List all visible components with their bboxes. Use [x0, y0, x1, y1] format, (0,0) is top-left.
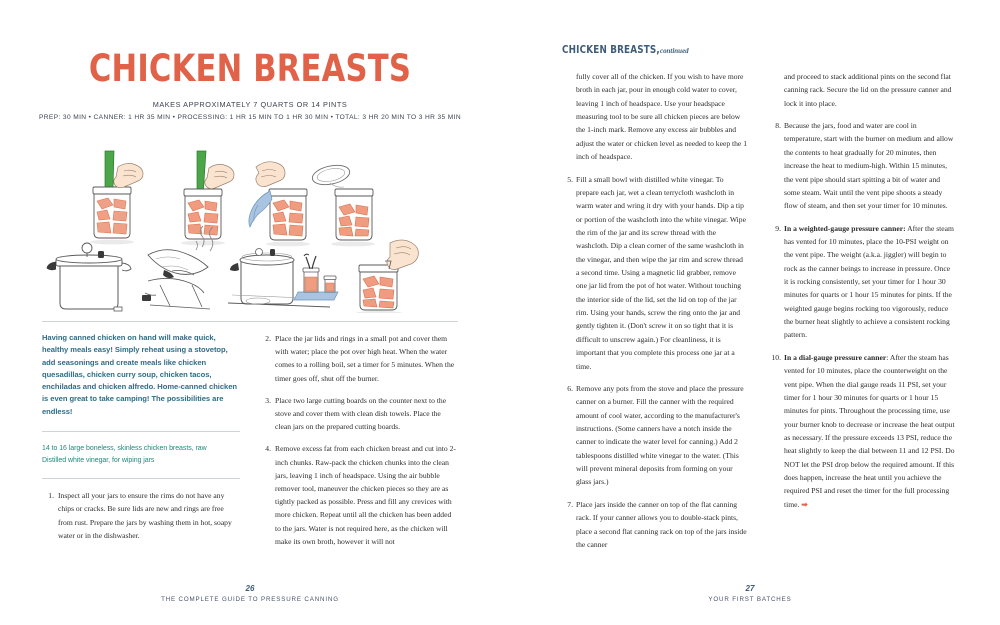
step-text: Remove any pots from the stove and place the pressure canner on a burner. Fill the canner with the required amount of cool water, according to the manufacturer's instructions. (Some canners have a notch inside the canner to indicate the water level for canning.) Add 2 tablespoons distilled white vinegar to the water. (This will prevent mineral deposits from forming on your glass jars.)	[576, 383, 744, 487]
step-number: 10.	[771, 352, 781, 362]
left-steps-list-one	[42, 489, 240, 542]
step-item	[562, 498, 748, 551]
ingredient-item-1: 14 to 16 large boneless, skinless chicken breasts, raw	[42, 445, 207, 453]
page-title: CHICKEN BREASTS	[88, 47, 412, 90]
step-text: Place jars inside the canner on top of the flat canning rack. If your canner allows you to double-stack pints, place a second flat canning rack on top of the jars inside the canner	[576, 499, 747, 549]
right-page-columns	[562, 70, 956, 560]
illus-step-2	[181, 151, 234, 245]
step-number: 2.	[265, 334, 271, 343]
illus-step-7	[228, 249, 338, 308]
step-number: 4.	[265, 444, 271, 454]
step-text: Inspect all your jars to ensure the rims do not have any chips or cracks. Be sure lids are new and rings are free from rust. Prepare the jars by washing them in hot, soapy water or in the dishwasher.	[58, 491, 232, 540]
step-item	[562, 382, 748, 489]
book-title-footer: THE COMPLETE GUIDE TO PRESSURE CANNING	[161, 596, 339, 603]
right-column-two	[770, 70, 956, 560]
step-item	[770, 222, 956, 342]
yield-line: MAKES APPROXIMATELY 7 QUARTS OR 14 PINTS	[152, 100, 348, 109]
step-text: Place the jar lids and rings in a small pot and cover them with water; place the pot over high heat. When the water comes to a rolling boil, set a timer for 5 minutes. When the timer goes off, shut off the burner.	[275, 334, 455, 383]
left-column-two	[259, 332, 457, 557]
step-number: 7.	[567, 499, 573, 509]
illus-step-3	[249, 162, 310, 247]
running-head-continued: continued	[659, 46, 689, 55]
divider-above-ingredients	[42, 431, 240, 432]
step-item	[770, 119, 956, 213]
step-number: 3.	[265, 395, 271, 405]
illus-step-1	[90, 151, 143, 244]
step-item	[42, 489, 240, 542]
step-text: Fill a small bowl with distilled white vinegar. To prepare each jar, wet a clean terrycloth washcloth in warm water and wring it dry with your hands. Dip a tip or portion of the washcloth into the white vinegar. Wipe the rim of the jar and its screw thread with the washcloth. Dip a clean corner of the same washcloth in the vinegar, and then wipe the jar rim and screw thread a second time. Using a magnetic lid grabber, remove one jar lid from the pot of hot water. Without touching the interior side of the lid, set the lid on top of the jar rim. Using your hands, screw the ring onto the jar and gently tighten it. (Don't screw it on so tight that it is difficult to unscrew again.) For cleanliness, it is important that you complete this process one jar at a time.	[576, 174, 746, 371]
step-number: 1.	[48, 491, 54, 501]
step-text: After the steam has vented for 10 minutes, place the 10-PSI weight on the vent pipe. The weight (a.k.a. jiggler) will begin to rock as the canner beings to increase in pressure. Once it is rocking consistently, set your timer for 1 hour 30 minutes for quarts or 1 hour 15 minutes for pints. If the weighted gauge begins rocking too vigorously, reduce the burner heat slightly to achieve a consistent rocking pattern.	[784, 223, 954, 340]
divider-below-ingredients	[42, 478, 240, 479]
step-item	[562, 173, 748, 373]
left-page-footer	[0, 584, 500, 603]
timing-line: PREP: 30 MIN • CANNER: 1 HR 35 MIN • PROCESSING: 1 HR 15 MIN TO 1 HR 30 MIN • TOTAL: 3 HR 20 MIN TO 3 HR 35 MIN	[39, 114, 461, 121]
page-number: 27	[745, 584, 755, 593]
step-text: : After the steam has vented for 10 minutes, place the counterweight on the vent pipe. When the dial gauge reads 11 PSI, set your timer for 1 hour 30 minutes for quarts or 1 hour 15 minutes for pints. Throughout the processing time, use your burner knob to decrease or increase the heat output as necessary. If the pressure exceeds 13 PSI, reduce the heat slightly to keep the dial between 11 and 12 PSI. Do NOT let the PSI drop below the required amount. If this does happen, increase the heat until you achieve the required PSI and reset the timer for the full processing time.	[784, 352, 955, 509]
running-head	[562, 44, 928, 56]
step-number: 9.	[775, 223, 781, 233]
recipe-intro: Having canned chicken on hand will make quick, healthy meals easy! Simply reheat using a stovetop, add seasonings and create meals like chicken quesadillas, chicken curry soup, chicken tacos, enchiladas and chicken alfredo. Home-canned chicken is even great to take camping! The possibilities are endless!	[42, 333, 237, 416]
right-steps-list-one	[562, 173, 748, 552]
page-number: 26	[245, 584, 255, 593]
step-number: 5.	[567, 174, 573, 184]
continue-arrow-icon: ➡	[801, 499, 807, 509]
divider-under-illustration	[42, 321, 458, 322]
right-page-footer	[500, 584, 1000, 603]
illus-step-8	[356, 240, 418, 313]
step-text: Remove excess fat from each chicken breast and cut into 2-inch chunks. Raw-pack the chicken chunks into the clean jars, leaving 1 inch of headspace. Using the air bubble remover tool, maneuver the chicken pieces so they are as tightly packed as possible. Press and fill any crevices with more chicken. Repeat until all the chicken has been added to the jars. Water is not required here, as the chicken will make its own broth, however it will not	[275, 444, 456, 546]
continuation-paragraph: fully cover all of the chicken. If you wish to have more broth in each jar, pour in enough cold water to cover, leaving 1 inch of headspace. Use your headspace measuring tool to be sure all chicken pieces are below the 1-inch mark. Remove any excess air bubbles and adjust the water or chicken level as needed to keep the 1 inch of headspace.	[576, 72, 748, 162]
step-item	[259, 394, 457, 434]
running-head-title: CHICKEN BREASTS,	[562, 44, 660, 56]
canning-process-illustration	[42, 135, 458, 313]
step-bold-lead: In a weighted-gauge pressure canner:	[784, 223, 906, 233]
illus-step-5	[47, 243, 131, 311]
right-column-one	[562, 70, 748, 560]
step-item	[259, 332, 457, 385]
step-number: 8.	[775, 121, 781, 131]
step-item	[259, 442, 457, 548]
step-item	[770, 351, 956, 511]
left-column-one	[42, 332, 240, 557]
chapter-title-footer: YOUR FIRST BATCHES	[708, 596, 792, 603]
illus-step-4	[311, 162, 375, 246]
step-number: 6.	[567, 383, 573, 393]
left-steps-list-two	[259, 332, 457, 548]
step-text: Because the jars, food and water are cool in temperature, start with the burner on medium and allow the contents to heat gradually for 20 minutes, then increase the heat to medium-high. Within 15 minutes, the vent pipe should start spitting a bit of water and some steam. Wait until the vent pipe shoots a steady flow of steam, and then set your timer for 10 minutes.	[784, 121, 954, 211]
ingredient-item-2: Distilled white vinegar, for wiping jars	[42, 457, 155, 465]
step-text: Place two large cutting boards on the counter next to the stove and cover them with clean dish towels. Place the clean jars on the prepared cutting boards.	[275, 395, 447, 432]
left-page-columns	[42, 332, 458, 557]
continuation-paragraph: and proceed to stack additional pints on the second flat canning rack. Secure the lid on the pressure canner and lock it into place.	[784, 72, 952, 108]
right-page	[500, 0, 1000, 625]
step-bold-lead: In a dial-gauge pressure canner	[784, 352, 887, 362]
right-steps-list-two	[770, 119, 956, 511]
